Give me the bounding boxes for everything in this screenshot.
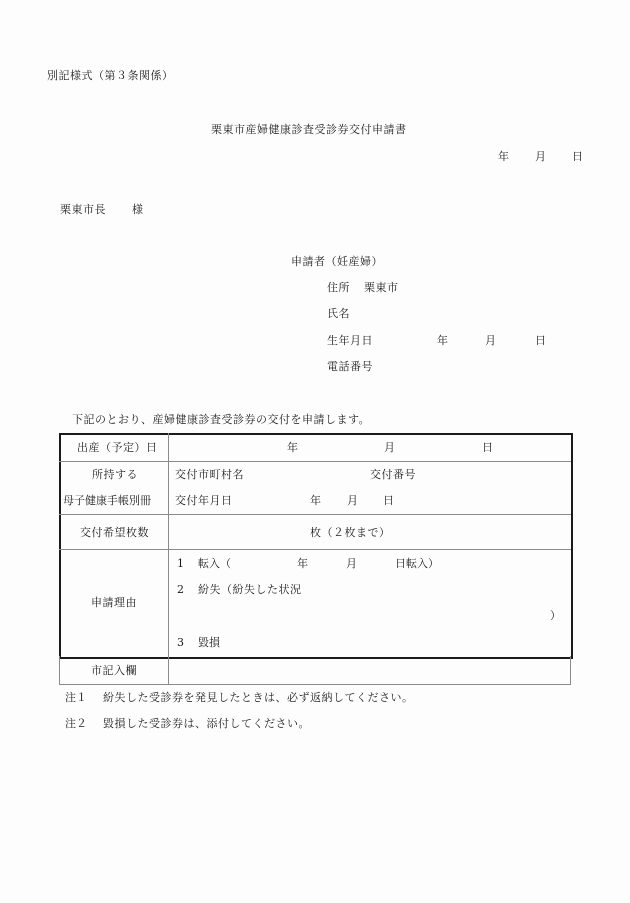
issue-date-label: 交付年月日	[175, 494, 233, 507]
issue-year[interactable]: 年	[310, 494, 321, 507]
row-divider	[59, 461, 571, 462]
column-divider	[168, 433, 169, 684]
municipality-label: 交付市町村名	[175, 468, 244, 481]
quantity-label: 交付希望枚数	[80, 526, 149, 539]
reason-1-number[interactable]: 1	[177, 557, 184, 570]
table-thick-border	[59, 433, 573, 659]
city-use-label: 市記入欄	[91, 664, 137, 677]
handbook-label-line2: 母子健康手帳別冊	[63, 494, 151, 507]
reason-2-close-paren: ）	[550, 609, 561, 622]
date-day-label: 日	[572, 150, 583, 163]
note-1-number: 注１	[65, 691, 87, 704]
intro-text: 下記のとおり、産婦健康診査受診券の交付を申請します。	[72, 413, 371, 426]
reason-1-month[interactable]: 月	[346, 557, 357, 570]
birth-day-label: 日	[535, 334, 546, 347]
date-month-label: 月	[535, 150, 546, 163]
name-label: 氏名	[327, 307, 350, 320]
reason-2-number[interactable]: 2	[177, 583, 184, 596]
quantity-value[interactable]: 枚（２枚まで）	[310, 526, 391, 539]
applicant-heading: 申請者（妊産婦）	[291, 255, 383, 268]
reason-label: 申請理由	[91, 596, 137, 609]
birth-date-label: 出産（予定）日	[77, 441, 158, 454]
form-reference: 別記様式（第３条関係）	[47, 69, 174, 82]
reason-1-year[interactable]: 年	[297, 557, 308, 570]
address-label: 住所	[327, 281, 350, 294]
row-divider	[59, 514, 571, 515]
honorific: 様	[132, 203, 143, 216]
note-2-text: 毀損した受診券は、添付してください。	[103, 717, 310, 730]
birth-date-month[interactable]: 月	[384, 441, 395, 454]
date-year-label: 年	[498, 150, 509, 163]
document-title: 栗東市産婦健康診査受診券交付申請書	[211, 123, 407, 136]
row-divider	[59, 549, 571, 550]
reason-2-text[interactable]: 紛失（紛失した状況	[198, 583, 302, 596]
addressee: 栗東市長	[60, 203, 106, 216]
note-2-number: 注２	[65, 717, 87, 730]
birthdate-label: 生年月日	[327, 334, 373, 347]
row-border-right	[570, 656, 571, 685]
reason-1-day[interactable]: 日転入）	[395, 557, 439, 570]
address-value[interactable]: 栗東市	[364, 281, 399, 294]
handbook-label-line1: 所持する	[92, 468, 138, 481]
reason-3-text: 毀損	[198, 636, 220, 649]
birth-year-label: 年	[437, 334, 448, 347]
reason-3-number[interactable]: 3	[177, 636, 184, 649]
note-1-text: 紛失した受診券を発見したときは、必ず返納してください。	[103, 691, 414, 704]
birth-date-day[interactable]: 日	[482, 441, 493, 454]
birth-month-label: 月	[485, 334, 496, 347]
row-border-bottom	[59, 684, 571, 685]
phone-label: 電話番号	[327, 360, 373, 373]
issue-number-label: 交付番号	[370, 468, 416, 481]
issue-day[interactable]: 日	[383, 494, 394, 507]
issue-month[interactable]: 月	[347, 494, 358, 507]
birth-date-year[interactable]: 年	[287, 441, 298, 454]
row-border-left	[59, 656, 60, 685]
reason-1-text: 転入（	[198, 557, 231, 570]
